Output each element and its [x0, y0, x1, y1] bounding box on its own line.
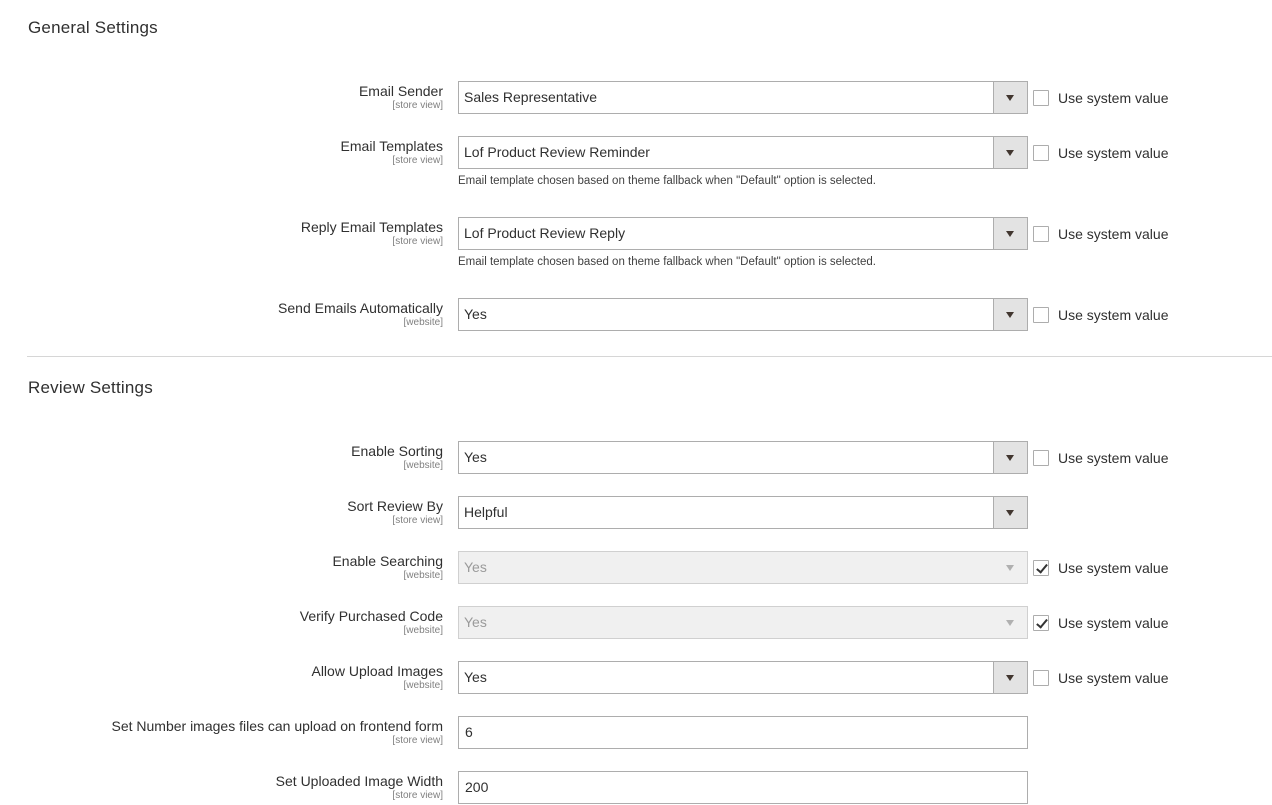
scope-text: [store view] [392, 236, 443, 247]
use-system-value-label: Use system value [1058, 450, 1169, 466]
send-emails-automatically-select[interactable] [458, 298, 1028, 331]
number-images-input[interactable] [458, 716, 1028, 749]
label-text: Sort Review By [347, 498, 443, 514]
select-value: Yes [464, 306, 487, 322]
checkbox[interactable] [1033, 450, 1049, 466]
chevron-down-icon [1006, 150, 1014, 156]
row-send-emails-automatically [0, 298, 1272, 332]
select-value: Lof Product Review Reply [464, 225, 626, 241]
field-label [276, 772, 443, 802]
field-note: Email template chosen based on theme fallback when "Default" option is selected. [458, 175, 876, 187]
scope-text: [website] [403, 460, 443, 471]
chevron-down-icon [1006, 455, 1014, 461]
reply-email-templates-select[interactable] [458, 217, 1028, 250]
select-value: Helpful [464, 504, 508, 520]
input-value: 6 [465, 724, 473, 740]
scope-text: [website] [403, 680, 443, 691]
scope-text: [store view] [392, 100, 443, 111]
dropdown-toggle[interactable] [993, 442, 1027, 473]
field-label [278, 299, 443, 329]
label-text: Set Uploaded Image Width [275, 773, 443, 789]
label-text: Reply Email Templates [300, 219, 443, 235]
enable-searching-select [458, 551, 1028, 584]
dropdown-toggle[interactable] [993, 218, 1027, 249]
label-text: Allow Upload Images [311, 663, 443, 679]
select-value: Yes [464, 449, 487, 465]
checkbox-checked[interactable] [1033, 560, 1049, 576]
sort-review-by-select[interactable] [458, 496, 1028, 529]
use-system-value-label: Use system value [1058, 560, 1169, 576]
row-enable-searching [0, 551, 1272, 585]
scope-text: [store view] [392, 155, 443, 166]
dropdown-toggle[interactable] [993, 82, 1027, 113]
dropdown-toggle[interactable] [993, 497, 1027, 528]
dropdown-toggle [994, 552, 1027, 583]
select-value: Lof Product Review Reminder [464, 144, 650, 160]
select-value: Yes [464, 614, 487, 630]
scope-text: [website] [403, 570, 443, 581]
chevron-down-icon [1006, 95, 1014, 101]
chevron-down-icon [1006, 565, 1014, 571]
chevron-down-icon [1006, 675, 1014, 681]
checkbox[interactable] [1033, 670, 1049, 686]
checkbox[interactable] [1033, 307, 1049, 323]
section-title-review: Review Settings [28, 378, 153, 397]
label-text: Set Number images files can upload on frontend form [111, 718, 443, 734]
field-label [347, 497, 443, 527]
checkmark-icon [1036, 561, 1048, 573]
use-system-value-label: Use system value [1058, 90, 1169, 106]
dropdown-toggle[interactable] [993, 299, 1027, 330]
verify-purchased-code-select [458, 606, 1028, 639]
checkmark-icon [1036, 616, 1048, 628]
select-value: Sales Representative [464, 89, 598, 105]
image-width-input[interactable] [458, 771, 1028, 804]
row-email-sender [0, 81, 1272, 115]
select-value: Yes [464, 559, 487, 575]
scope-text: [store view] [392, 735, 443, 746]
row-reply-email-templates [0, 217, 1272, 268]
field-label [311, 662, 443, 692]
label-text: Enable Searching [332, 553, 443, 569]
field-label [359, 82, 443, 112]
use-system-value-label: Use system value [1058, 226, 1169, 242]
chevron-down-icon [1006, 510, 1014, 516]
chevron-down-icon [1006, 231, 1014, 237]
label-text: Email Templates [340, 138, 443, 154]
checkbox[interactable] [1033, 226, 1049, 242]
row-allow-upload-images [0, 661, 1272, 695]
field-note: Email template chosen based on theme fallback when "Default" option is selected. [458, 256, 876, 268]
checkbox[interactable] [1033, 90, 1049, 106]
email-sender-select[interactable] [458, 81, 1028, 114]
row-enable-sorting [0, 441, 1272, 475]
chevron-down-icon [1006, 312, 1014, 318]
checkbox[interactable] [1033, 145, 1049, 161]
use-system-value-label: Use system value [1058, 145, 1169, 161]
scope-text: [store view] [392, 515, 443, 526]
dropdown-toggle [994, 607, 1027, 638]
field-label [300, 607, 443, 637]
dropdown-toggle[interactable] [993, 137, 1027, 168]
section-divider [27, 356, 1272, 357]
field-label [301, 218, 443, 248]
scope-text: [website] [403, 625, 443, 636]
field-label [351, 442, 443, 472]
field-label [332, 552, 443, 582]
dropdown-toggle[interactable] [993, 662, 1027, 693]
scope-text: [store view] [392, 790, 443, 801]
use-system-value-label: Use system value [1058, 307, 1169, 323]
input-value: 200 [465, 779, 489, 795]
label-text: Email Sender [358, 83, 443, 99]
field-label [111, 717, 443, 747]
field-label [341, 137, 443, 167]
use-system-value-label: Use system value [1058, 670, 1169, 686]
label-text: Enable Sorting [351, 443, 443, 459]
select-value: Yes [464, 669, 487, 685]
use-system-value-label: Use system value [1058, 615, 1169, 631]
row-number-images [0, 716, 1272, 750]
enable-sorting-select[interactable] [458, 441, 1028, 474]
label-text: Verify Purchased Code [299, 608, 443, 624]
row-sort-review-by [0, 496, 1272, 530]
row-email-templates [0, 136, 1272, 187]
allow-upload-images-select[interactable] [458, 661, 1028, 694]
checkbox-checked[interactable] [1033, 615, 1049, 631]
row-verify-purchased-code [0, 606, 1272, 640]
email-templates-select[interactable] [458, 136, 1028, 169]
chevron-down-icon [1006, 620, 1014, 626]
label-text: Send Emails Automatically [278, 300, 443, 316]
row-image-width [0, 771, 1272, 805]
scope-text: [website] [403, 317, 443, 328]
section-title-general: General Settings [28, 18, 158, 37]
